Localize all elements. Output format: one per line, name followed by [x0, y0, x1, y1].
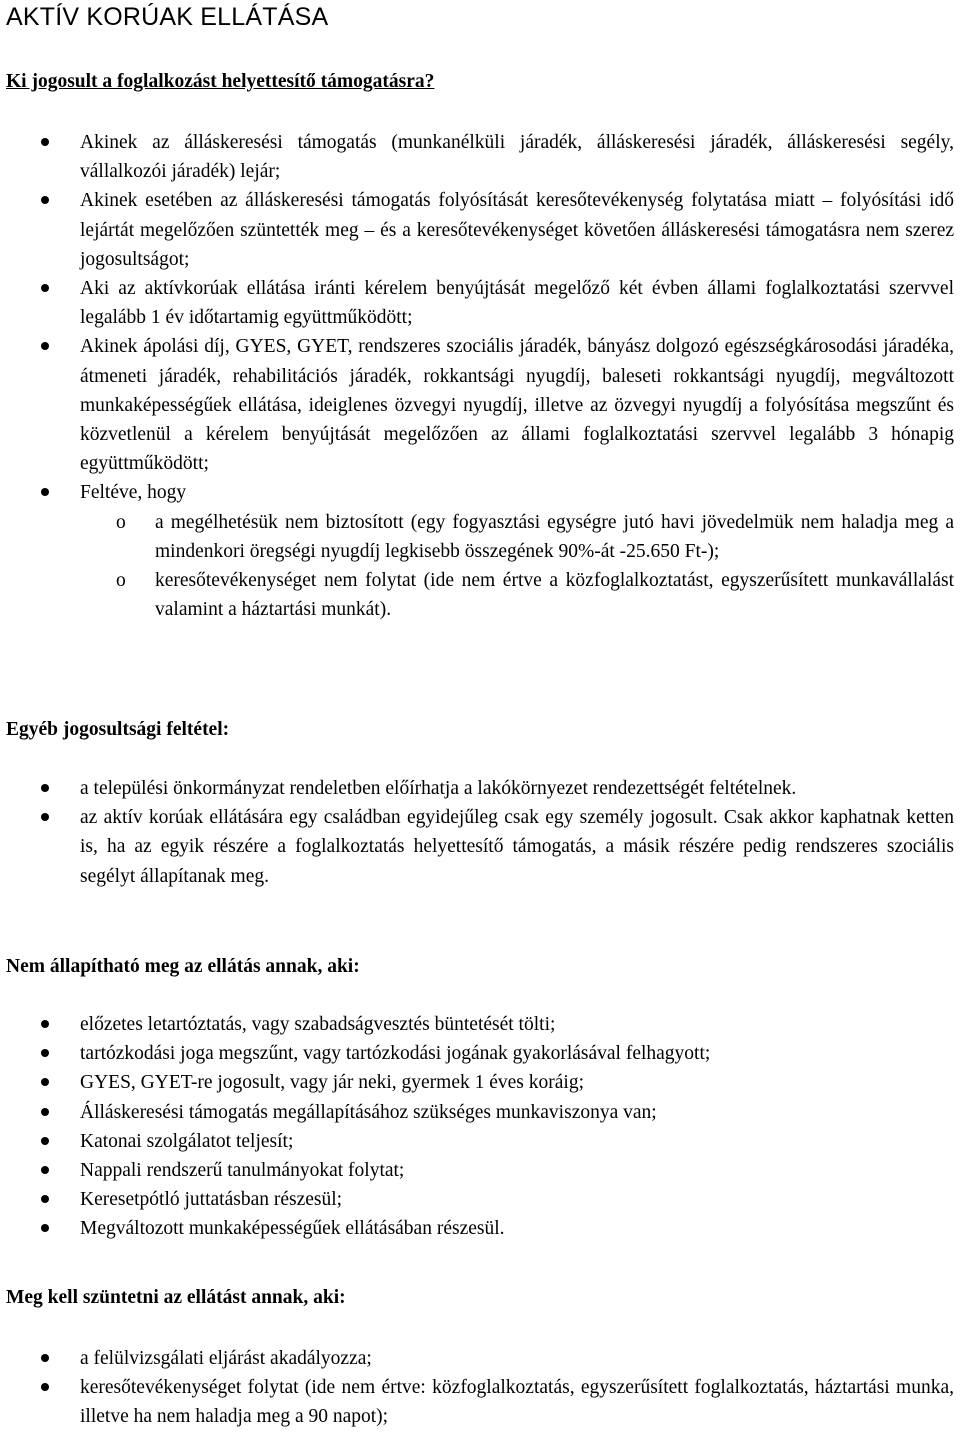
bullet-icon	[41, 1354, 49, 1362]
bullet-icon	[41, 1195, 49, 1203]
circle-bullet-icon: o	[116, 570, 126, 592]
list-item: a felülvizsgálati eljárást akadályozza;	[0, 1344, 960, 1373]
section-heading-other-conditions: Egyéb jogosultsági feltétel:	[6, 719, 230, 740]
list-item: Aki az aktívkorúak ellátása iránti kérelem benyújtását megelőző két évben állami foglalkoztatási szervvel legalább 1 év időtartamig együttműködött;	[0, 274, 960, 332]
list-item: GYES, GYET-re jogosult, vagy jár neki, gyermek 1 éves koráig;	[0, 1068, 960, 1097]
bullet-icon	[41, 1078, 49, 1086]
list-item: Akinek esetében az álláskeresési támogatás folyósítását keresőtevékenység folytatása miatt – folyósítási idő lejártát megelőzően szüntették meg – és a keresőtevékenységet követően álláskeresési támogatásra nem szerez jogosultságot;	[0, 186, 960, 274]
list-item: Akinek ápolási díj, GYES, GYET, rendszeres szociális járadék, bányász dolgozó egészségkárosodási járadéka, átmeneti járadék, rehabilitációs járadék, rokkantsági nyugdíj, baleseti rokkantsági nyugdíj, megváltozott munkaképességűek ellátása, ideiglenes özvegyi nyugdíj, illetve az özvegyi nyugdíj a folyósítása megszűnt és közvetlenül a kérelem benyújtását megelőzően az állami foglalkoztatási szervvel legalább 3 hónapig együttműködött;	[0, 332, 960, 478]
circle-bullet-icon: o	[116, 511, 126, 533]
bullet-icon	[41, 784, 49, 792]
bullet-icon	[41, 813, 49, 821]
bullet-icon	[41, 138, 49, 146]
bullet-icon	[41, 1166, 49, 1174]
list-item: Keresetpótló juttatásban részesül;	[0, 1185, 960, 1214]
list-item: Álláskeresési támogatás megállapításához szükséges munkaviszonya van;	[0, 1098, 960, 1127]
sub-list-item: o a megélhetésük nem biztosított (egy fogyasztási egységre jutó havi jövedelmük nem haladja meg a mindenkori öregségi nyugdíj legkisebb összegének 90%-át -25.650 Ft-);	[80, 508, 954, 566]
bullet-icon	[41, 1224, 49, 1232]
document-title: AKTÍV KORÚAK ELLÁTÁSA	[6, 3, 329, 31]
bullet-icon	[41, 1383, 49, 1391]
list-item: Akinek az álláskeresési támogatás (munkanélküli járadék, álláskeresési járadék, álláskeresési segély, vállalkozói járadék) lejár;	[0, 128, 960, 186]
list-item: a települési önkormányzat rendeletben előírhatja a lakókörnyezet rendezettségét feltételnek.	[0, 774, 960, 803]
bullet-icon	[41, 284, 49, 292]
list-item: Feltéve, hogy o a megélhetésük nem biztosított (egy fogyasztási egységre jutó havi jövedelmük nem haladja meg a mindenkori öregségi nyugdíj legkisebb összegének 90%-át -25.650 Ft-); o keresőtevékenységet nem folytat (ide nem értve a közfoglalkoztatást, egyszerűsített munkavállalást valamint a háztartási munkát).	[0, 478, 960, 624]
bullet-icon	[41, 1020, 49, 1028]
bullet-icon	[41, 1049, 49, 1057]
list-item: keresőtevékenységet folytat (ide nem értve: közfoglalkoztatás, egyszerűsített foglalkoztatás, háztartási munka, illetve ha nem haladja meg a 90 napot);	[0, 1373, 960, 1431]
list-item: Megváltozott munkaképességűek ellátásában részesül.	[0, 1214, 960, 1243]
must-terminate-list	[0, 1344, 960, 1432]
eligibility-list	[0, 128, 960, 624]
bullet-icon	[41, 342, 49, 350]
section-heading-must-terminate: Meg kell szüntetni az ellátást annak, aki:	[6, 1287, 346, 1308]
not-granted-list	[0, 1010, 960, 1244]
bullet-icon	[41, 196, 49, 204]
other-conditions-list	[0, 774, 960, 891]
list-item: előzetes letartóztatás, vagy szabadságvesztés büntetését tölti;	[0, 1010, 960, 1039]
bullet-icon	[41, 488, 49, 496]
sub-list-item: o keresőtevékenységet nem folytat (ide nem értve a közfoglalkoztatást, egyszerűsített munkavállalást valamint a háztartási munkát).	[80, 566, 954, 624]
list-item: Nappali rendszerű tanulmányokat folytat;	[0, 1156, 960, 1185]
section-heading-eligibility: Ki jogosult a foglalkozást helyettesítő támogatásra?	[6, 71, 435, 92]
condition-sublist	[80, 508, 954, 625]
section-heading-not-granted: Nem állapítható meg az ellátás annak, aki:	[6, 956, 360, 977]
list-item: Katonai szolgálatot teljesít;	[0, 1127, 960, 1156]
bullet-icon	[41, 1108, 49, 1116]
list-item: az aktív korúak ellátására egy családban egyidejűleg csak egy személy jogosult. Csak akkor kaphatnak ketten is, ha az egyik részére a foglalkoztatás helyettesítő támogatás, a másik részére pedig rendszeres szociális segélyt állapítanak meg.	[0, 803, 960, 891]
list-item: tartózkodási joga megszűnt, vagy tartózkodási jogának gyakorlásával felhagyott;	[0, 1039, 960, 1068]
bullet-icon	[41, 1137, 49, 1145]
